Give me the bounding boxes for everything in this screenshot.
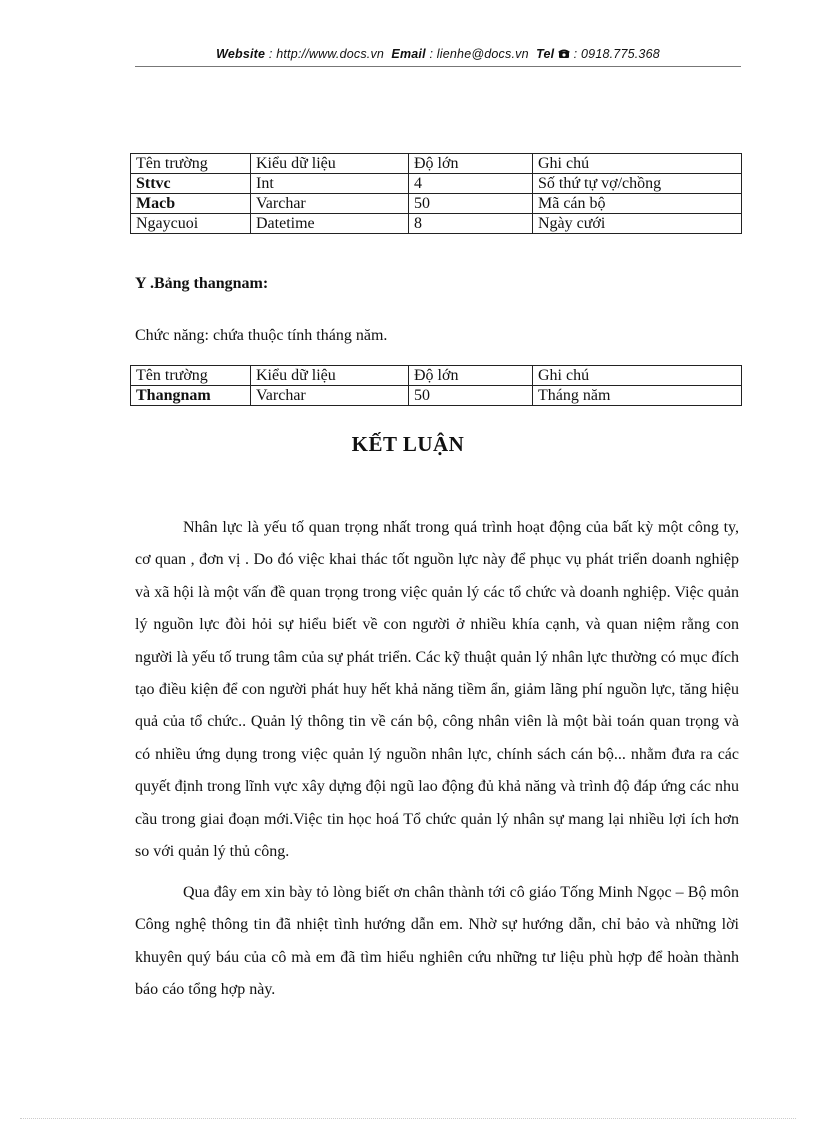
header-cell: Tên trường [131,154,251,174]
table-row [131,214,742,234]
header-cell: Tên trường [131,366,251,386]
header-cell: Độ lớn [409,366,533,386]
field-name-cell: Sttvc [131,174,251,194]
note-cell: Mã cán bộ [533,194,742,214]
website-url[interactable]: http://www.docs.vn [276,47,385,61]
section-title-thangnam: Y .Bảng thangnam: [135,275,269,292]
table-row [131,386,742,406]
email-separator: : [425,47,437,61]
table-thangnam-fields [130,365,742,406]
website-separator: : [265,47,277,61]
conclusion-title: KẾT LUẬN [351,432,465,456]
phone-icon [558,47,570,61]
phone-number: 0918.775.368 [581,47,660,61]
data-type-cell: Int [251,174,409,194]
data-type-cell: Varchar [251,386,409,406]
table-row [131,194,742,214]
tel-label: Tel [536,47,555,61]
data-type-cell: Varchar [251,194,409,214]
table-vochong-fields [130,153,742,234]
field-name-cell: Thangnam [131,386,251,406]
note-cell: Tháng năm [533,386,742,406]
header-divider [135,66,741,67]
tel-separator: : [569,47,582,61]
table-row [131,174,742,194]
size-cell: 4 [409,174,533,194]
page-header [135,47,741,61]
field-name-cell: Ngaycuoi [131,214,251,234]
size-cell: 8 [409,214,533,234]
header-cell: Kiểu dữ liệu [251,366,409,386]
header-cell: Ghi chú [533,366,742,386]
table-header-row [131,366,742,386]
header-cell: Độ lớn [409,154,533,174]
note-cell: Số thứ tự vợ/chồng [533,174,742,194]
size-cell: 50 [409,194,533,214]
email-address[interactable]: lienhe@docs.vn [436,47,529,61]
data-type-cell: Datetime [251,214,409,234]
size-cell: 50 [409,386,533,406]
page-bottom-divider [20,1118,796,1119]
email-label: Email [391,47,426,61]
note-cell: Ngày cưới [533,214,742,234]
conclusion-paragraph-1: Nhân lực là yếu tố quan trọng nhất trong quá trình hoạt động của bất kỳ một công ty, cơ quan , đơn vị . Do đó việc khai thác tốt nguồn lực này để phục vụ phát triển doanh nghiệp và xã hội là một vấn đề quan trọng trong việc quản lý các tổ chức và doanh nghiệp. Việc quản lý nguồn lực đòi hỏi sự hiểu biết về con người ở nhiều khía cạnh, và quan niệm rằng con người là yếu tố trung tâm của sự phát triển. Các kỹ thuật quản lý nhân lực thường có mục đích tạo điều kiện để con người phát huy hết khả năng tiềm ẩn, giảm lãng phí nguồn lực, tăng hiệu quả của tổ chức.. Quản lý thông tin về cán bộ, công nhân viên là một bài toán quan trọng và có nhiều ứng dụng trong việc quản lý nguồn nhân lực, chính sách cán bộ... nhằm đưa ra các quyết định trong lĩnh vực xây dựng đội ngũ lao động đủ khả năng và trình độ đáp ứng các nhu cầu trong giai đoạn mới.Việc tin học hoá Tổ chức quản lý nhân sự mang lại nhiều lợi ích hơn so với quản lý thủ công. [135,519,739,861]
conclusion-paragraph-2: Qua đây em xin bày tỏ lòng biết ơn chân thành tới cô giáo Tống Minh Ngọc – Bộ môn Công nghệ thông tin đã nhiệt tình hướng dẫn em. Nhờ sự hướng dẫn, chỉ bảo và những lời khuyên quý báu của cô mà em đã tìm hiểu nghiên cứu những tư liệu phù hợp để hoàn thành báo cáo tổng hợp này. [135,884,739,999]
website-label: Website [216,47,266,61]
section-function-text: Chức năng: chứa thuộc tính tháng năm. [135,327,388,344]
header-cell: Kiểu dữ liệu [251,154,409,174]
header-cell: Ghi chú [533,154,742,174]
table-header-row [131,154,742,174]
field-name-cell: Macb [131,194,251,214]
